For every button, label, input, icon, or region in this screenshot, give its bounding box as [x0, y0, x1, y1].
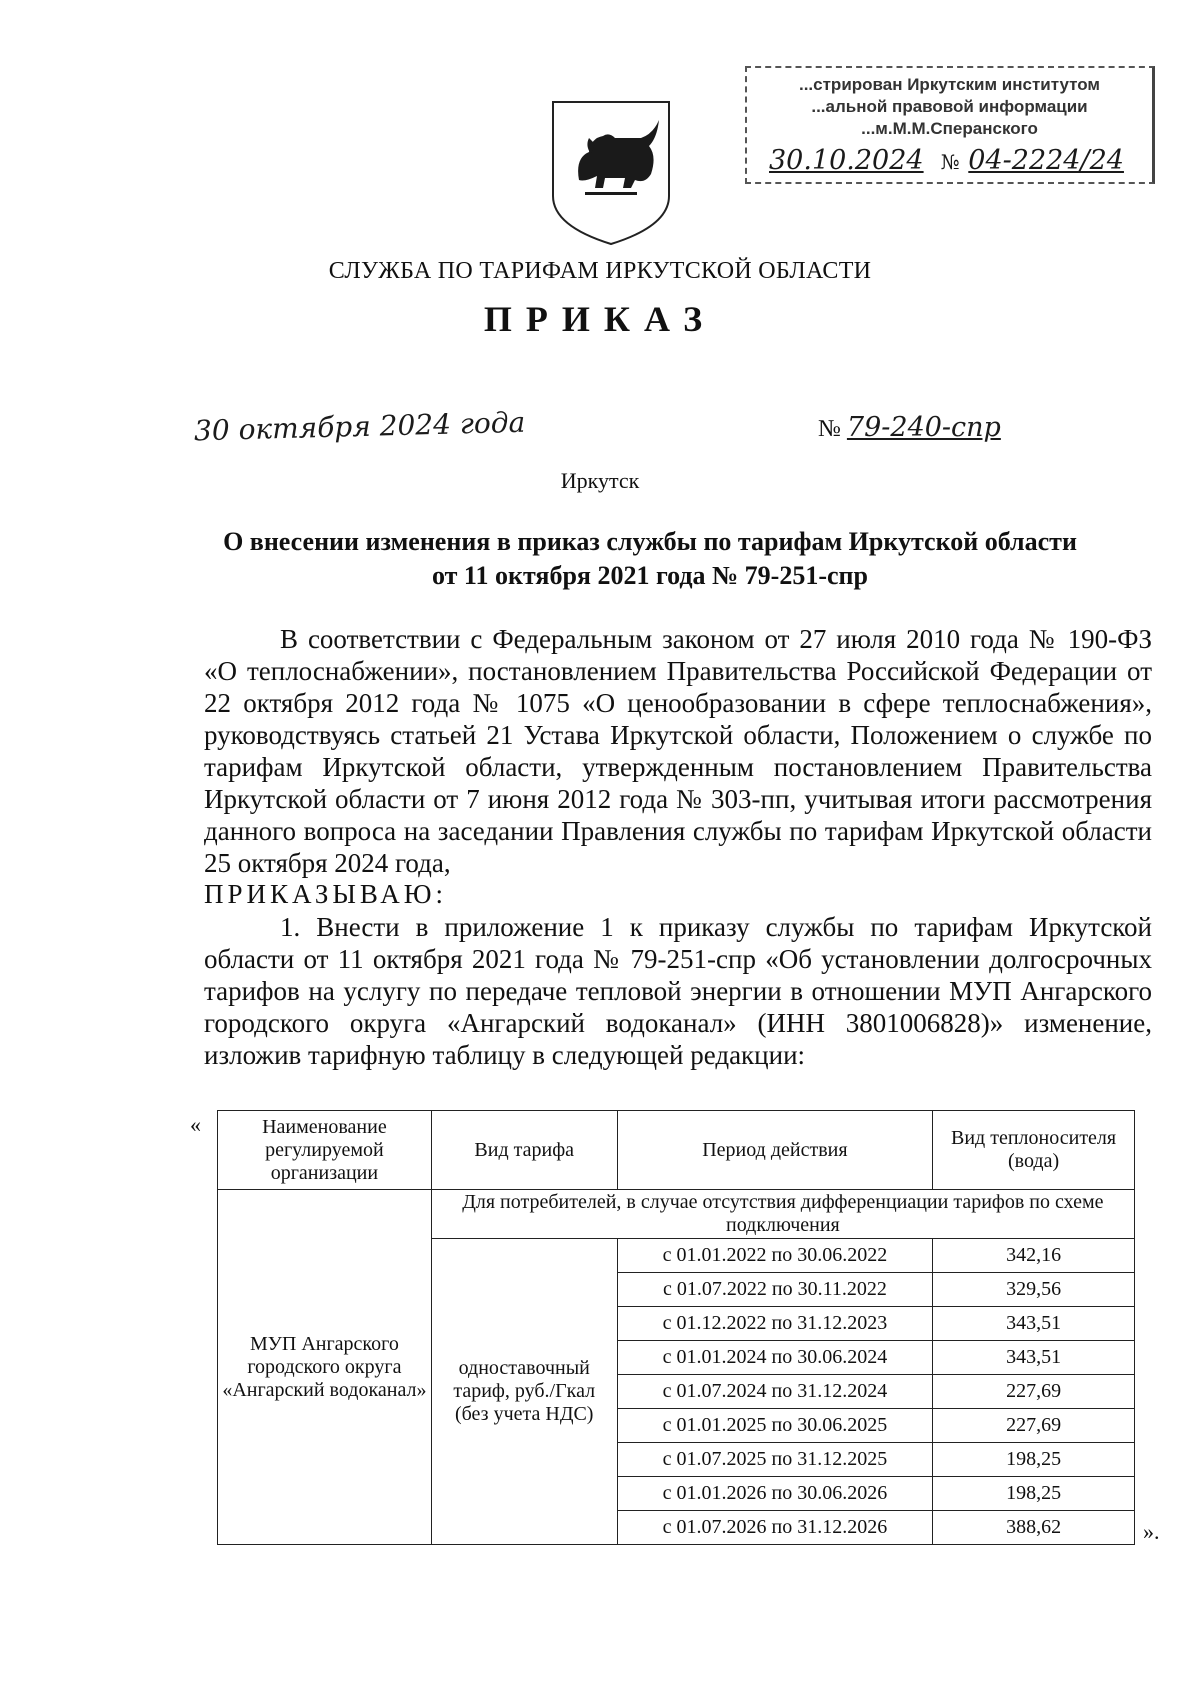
cell-period: с 01.01.2024 по 30.06.2024 [617, 1341, 932, 1375]
subject-line-1: О внесении изменения в приказ службы по тарифам Иркутской области [223, 527, 1077, 556]
cell-group-label: Для потребителей, в случае отсутствия дифференциации тарифов по схеме подключения [431, 1190, 1134, 1239]
order-date-handwritten: 30 октября 2024 года [193, 405, 526, 448]
stamp-line-1: ...стрирован Иркутским институтом [798, 75, 1100, 94]
cell-value: 388,62 [933, 1511, 1135, 1545]
cell-value: 329,56 [933, 1273, 1135, 1307]
stamp-reg-no: 04-2224/24 [968, 145, 1124, 176]
city: Иркутск [560, 468, 640, 493]
cell-value: 227,69 [933, 1375, 1135, 1409]
stamp-reg-date: 30.10.2024 [769, 145, 924, 176]
cell-period: с 01.07.2025 по 31.12.2025 [617, 1443, 932, 1477]
header-carrier: Вид теплоносителя (вода) [933, 1111, 1135, 1190]
organization-name: СЛУЖБА ПО ТАРИФАМ ИРКУТСКОЙ ОБЛАСТИ [328, 258, 872, 284]
cell-value: 227,69 [933, 1409, 1135, 1443]
table-close-quote: ». [1143, 1519, 1160, 1544]
order-number [818, 412, 1001, 443]
cell-value: 198,25 [933, 1477, 1135, 1511]
tariff-table [217, 1110, 1135, 1545]
preamble-paragraph: В соответствии с Федеральным законом от 27 июля 2010 года № 190-ФЗ «О теплоснабжении», постановлением Правительства Российской Федерации от 22 октября 2012 года № 1075 «О ценообразовании в сфере теплоснабжения», руководствуясь статьей 21 Устава Иркутской области, Положением о службе по тарифам Иркутской области, утвержденным постановлением Правительства Иркутской области от 7 июня 2012 года № 303-пп, учитывая итоги рассмотрения данного вопроса на заседании Правления службы по тарифам Иркутской области 25 октября 2024 года, [204, 624, 1152, 878]
stamp-reg-no-label: № [940, 150, 960, 174]
cell-period: с 01.01.2026 по 30.06.2026 [617, 1477, 932, 1511]
order-word: ПРИКАЗЫВАЮ: [204, 879, 447, 909]
header-tariff-type: Вид тарифа [431, 1111, 617, 1190]
registration-stamp [745, 66, 1155, 184]
order-number-handwritten: 79-240-спр [846, 412, 1001, 443]
document-subject [150, 525, 1150, 593]
cell-period: с 01.07.2026 по 31.12.2026 [617, 1511, 932, 1545]
table-header-row [218, 1111, 1135, 1190]
stamp-line-3: ...м.М.М.Сперанского [861, 119, 1038, 138]
cell-period: с 01.01.2025 по 30.06.2025 [617, 1409, 932, 1443]
stamp-handwritten-registration [747, 145, 1152, 176]
coat-of-arms-icon [545, 98, 677, 248]
cell-org-name: МУП Ангарского городского округа «Ангарский водоканал» [218, 1190, 432, 1545]
stamp-line-2: ...альной правовой информации [811, 97, 1088, 116]
cell-value: 342,16 [933, 1239, 1135, 1273]
table-open-quote: « [190, 1112, 201, 1137]
cell-period: с 01.07.2024 по 31.12.2024 [617, 1375, 932, 1409]
cell-period: с 01.12.2022 по 31.12.2023 [617, 1307, 932, 1341]
cell-period: с 01.07.2022 по 30.11.2022 [617, 1273, 932, 1307]
cell-value: 343,51 [933, 1341, 1135, 1375]
cell-value: 198,25 [933, 1443, 1135, 1477]
item-1-paragraph: 1. Внести в приложение 1 к приказу службы по тарифам Иркутской области от 11 октября 2021 года № 79-251-спр «Об установлении долгосрочных тарифов на услугу по передаче тепловой энергии в отношении МУП Ангарского городского округа «Ангарский водоканал» (ИНН 3801006828)» изменение, изложив тарифную таблицу в следующей редакции: [204, 912, 1152, 1070]
cell-period: с 01.01.2022 по 30.06.2022 [617, 1239, 932, 1273]
order-number-label: № [818, 416, 841, 442]
cell-tariff-desc: одноставочный тариф, руб./Гкал (без учета НДС) [431, 1239, 617, 1545]
header-period: Период действия [617, 1111, 932, 1190]
table-group-row [218, 1190, 1135, 1239]
subject-line-2: от 11 октября 2021 года № 79-251-спр [432, 561, 868, 590]
header-org: Наименование регулируемой организации [218, 1111, 432, 1190]
cell-value: 343,51 [933, 1307, 1135, 1341]
document-type: ПРИКАЗ [483, 299, 717, 339]
